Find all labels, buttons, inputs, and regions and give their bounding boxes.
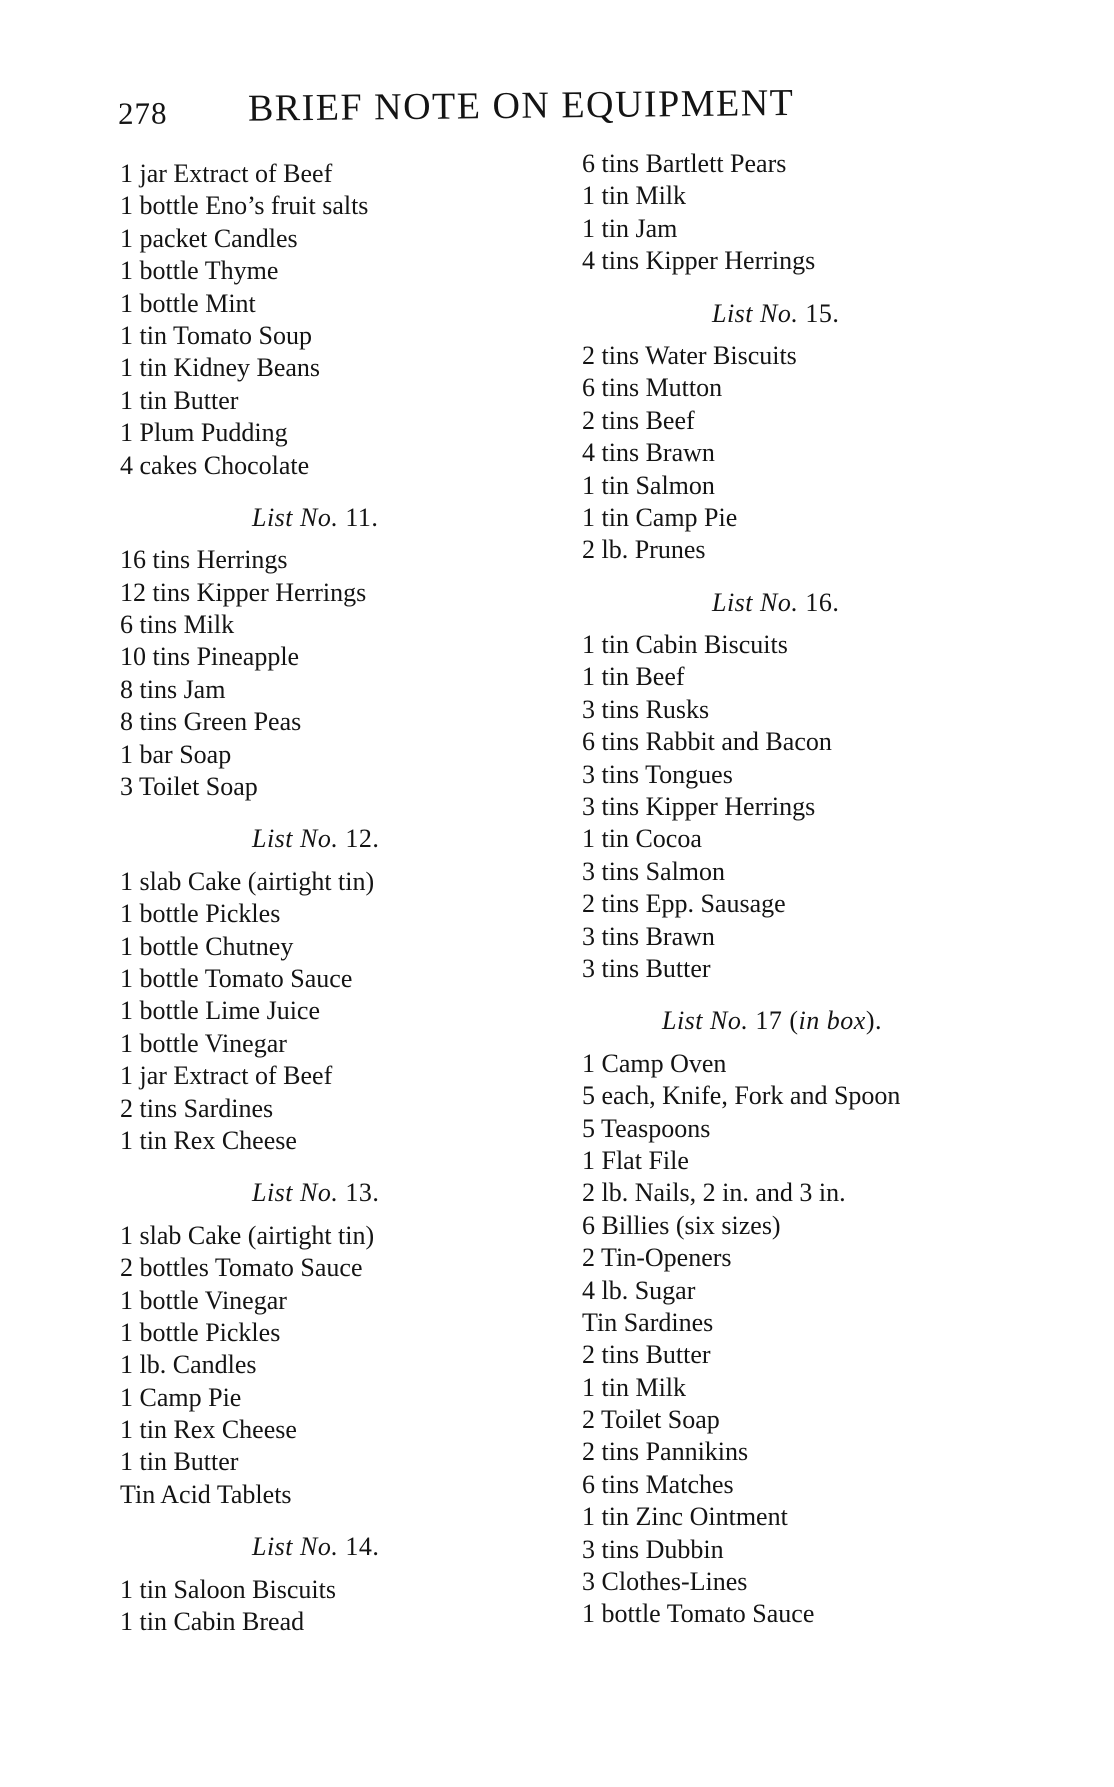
list-item: 1 tin Kidney Beans: [120, 353, 321, 383]
list-item: 2 tins Water Biscuits: [582, 340, 797, 370]
list-item: 1 bar Soap: [120, 739, 232, 769]
list-item: 2 Tin-Openers: [582, 1243, 732, 1273]
list-item: 1 Camp Pie: [120, 1382, 242, 1412]
list-item: 1 slab Cake (airtight tin): [120, 1220, 375, 1250]
list-heading-number: 14.: [345, 1532, 380, 1562]
list-heading: [120, 1531, 560, 1563]
list-item: 2 tins Butter: [582, 1340, 711, 1370]
list-item: 2 lb. Prunes: [582, 535, 706, 565]
page-number: 278: [117, 95, 168, 131]
list-heading-no: No.: [300, 1178, 339, 1208]
list-heading-label: List: [252, 1178, 294, 1208]
list-heading: [582, 1005, 1022, 1037]
running-head: [118, 80, 888, 138]
list-heading-label: List: [252, 1532, 294, 1562]
list-item: 1 tin Tomato Soup: [120, 320, 312, 350]
list-heading-number: 16.: [805, 587, 840, 617]
list-heading-number: 11.: [345, 502, 379, 532]
list-item: 1 tin Cocoa: [582, 824, 702, 854]
list-item: 1 bottle Pickles: [120, 899, 281, 929]
list-heading-label: List: [712, 587, 754, 617]
list-item: 1 lb. Candles: [120, 1350, 257, 1380]
list-heading-no: No.: [300, 1532, 339, 1562]
list-heading-no: No.: [760, 298, 799, 328]
list-heading-note: in box: [798, 1006, 866, 1036]
list-item: 3 tins Dubbin: [582, 1534, 724, 1564]
list-item: 1 bottle Pickles: [120, 1317, 281, 1347]
list-item: 1 tin Butter: [120, 385, 239, 415]
list-item: 2 tins Beef: [582, 405, 695, 435]
list-item: 5 each, Knife, Fork and Spoon: [582, 1081, 901, 1111]
list-item: 1 bottle Tomato Sauce: [582, 1599, 815, 1629]
list-item: 1 tin Beef: [582, 662, 685, 692]
list-item: 3 tins Rusks: [582, 694, 710, 724]
list-item: 3 Toilet Soap: [120, 772, 258, 802]
list-item: 1 tin Milk: [582, 1372, 687, 1402]
list-heading-paren-close: ).: [865, 1006, 882, 1036]
list-item: 1 tin Zinc Ointment: [582, 1502, 788, 1532]
list-item: 2 tins Epp. Sausage: [582, 889, 786, 919]
list-item: 2 lb. Nails, 2 in. and 3 in.: [582, 1178, 846, 1208]
list-item: 1 tin Salmon: [582, 470, 715, 500]
list-item: 4 lb. Sugar: [582, 1275, 696, 1305]
list-heading-label: List: [252, 502, 294, 532]
list-item: 6 tins Bartlett Pears: [582, 149, 787, 178]
list-item: 1 tin Rex Cheese: [120, 1125, 297, 1155]
list-item: 1 bottle Vinegar: [120, 1028, 287, 1058]
list-heading: [120, 502, 560, 534]
list-heading-label: List: [252, 824, 294, 854]
list-heading-no: No.: [760, 587, 799, 617]
list-item: 3 tins Brawn: [582, 921, 715, 951]
right-column: [582, 148, 1022, 1631]
list-item: 2 Toilet Soap: [582, 1405, 720, 1435]
list-item: 8 tins Green Peas: [120, 707, 302, 737]
list-heading-label: List: [712, 298, 754, 328]
list-heading-no: No.: [710, 1006, 749, 1036]
list-item: 8 tins Jam: [120, 674, 226, 704]
list-item: 1 jar Extract of Beef: [120, 1061, 333, 1091]
list-item: 1 bottle Chutney: [120, 931, 294, 961]
list-item: 1 tin Saloon Biscuits: [120, 1574, 336, 1604]
list-item: 6 tins Matches: [582, 1469, 734, 1499]
list-item: 1 tin Cabin Biscuits: [582, 630, 788, 660]
list-item: 3 Clothes-Lines: [582, 1567, 748, 1597]
list-heading-number: 12.: [345, 824, 380, 854]
list-item: 2 tins Pannikins: [582, 1437, 749, 1467]
list-heading-number: 17: [755, 1006, 783, 1036]
list-item: 1 bottle Mint: [120, 288, 256, 318]
list-item: 1 tin Rex Cheese: [120, 1415, 297, 1445]
list-heading-paren-open: (: [789, 1006, 799, 1036]
list-item: 6 tins Milk: [120, 610, 235, 640]
left-column: [120, 158, 560, 1638]
list-item: 1 bottle Vinegar: [120, 1285, 287, 1315]
list-item: 1 packet Candles: [120, 223, 298, 253]
list-heading-number: 13.: [345, 1178, 380, 1208]
list-item: 1 tin Jam: [582, 213, 678, 243]
list-item: 3 tins Salmon: [582, 856, 726, 886]
list-heading-label: List: [662, 1006, 704, 1036]
list-heading: [120, 1177, 560, 1209]
list-item: 1 jar Extract of Beef: [120, 159, 333, 188]
list-item: 1 tin Camp Pie: [582, 502, 738, 532]
list-item: 4 tins Brawn: [582, 438, 715, 468]
list-item: 1 tin Milk: [582, 181, 687, 211]
list-item: 6 tins Mutton: [582, 373, 723, 403]
list-heading: [582, 587, 1022, 619]
list-heading: [120, 823, 560, 855]
list-item: 1 Plum Pudding: [120, 418, 288, 448]
list-item: 1 slab Cake (airtight tin): [120, 866, 375, 896]
list-item: 1 bottle Tomato Sauce: [120, 963, 353, 993]
list-item: 4 tins Kipper Herrings: [582, 246, 816, 276]
page-title: BRIEF NOTE ON EQUIPMENT: [247, 81, 795, 130]
list-item: 1 Camp Oven: [582, 1048, 727, 1078]
list-heading-no: No.: [300, 502, 339, 532]
list-item: 4 cakes Chocolate: [120, 450, 310, 480]
list-heading: [582, 298, 1022, 330]
list-item: Tin Sardines: [582, 1307, 714, 1337]
list-item: 1 bottle Eno’s fruit salts: [120, 191, 369, 221]
list-item: 1 bottle Thyme: [120, 256, 279, 286]
list-heading-number: 15.: [805, 298, 840, 328]
list-item: 1 tin Butter: [120, 1447, 239, 1477]
list-item: 6 tins Rabbit and Bacon: [582, 727, 832, 757]
list-item: 6 Billies (six sizes): [582, 1210, 781, 1240]
list-item: Tin Acid Tablets: [120, 1479, 292, 1509]
list-item: 1 Flat File: [582, 1145, 689, 1175]
list-item: 2 bottles Tomato Sauce: [120, 1253, 363, 1283]
list-item: 1 bottle Lime Juice: [120, 996, 321, 1026]
list-item: 3 tins Butter: [582, 953, 711, 983]
list-item: 5 Teaspoons: [582, 1113, 711, 1143]
list-heading-no: No.: [300, 824, 339, 854]
list-item: 1 tin Cabin Bread: [120, 1607, 305, 1637]
list-item: 3 tins Kipper Herrings: [582, 792, 816, 822]
list-item: 3 tins Tongues: [582, 759, 733, 789]
list-item: 10 tins Pineapple: [120, 642, 300, 672]
list-item: 16 tins Herrings: [120, 545, 288, 575]
list-item: 12 tins Kipper Herrings: [120, 577, 367, 607]
list-item: 2 tins Sardines: [120, 1093, 274, 1123]
